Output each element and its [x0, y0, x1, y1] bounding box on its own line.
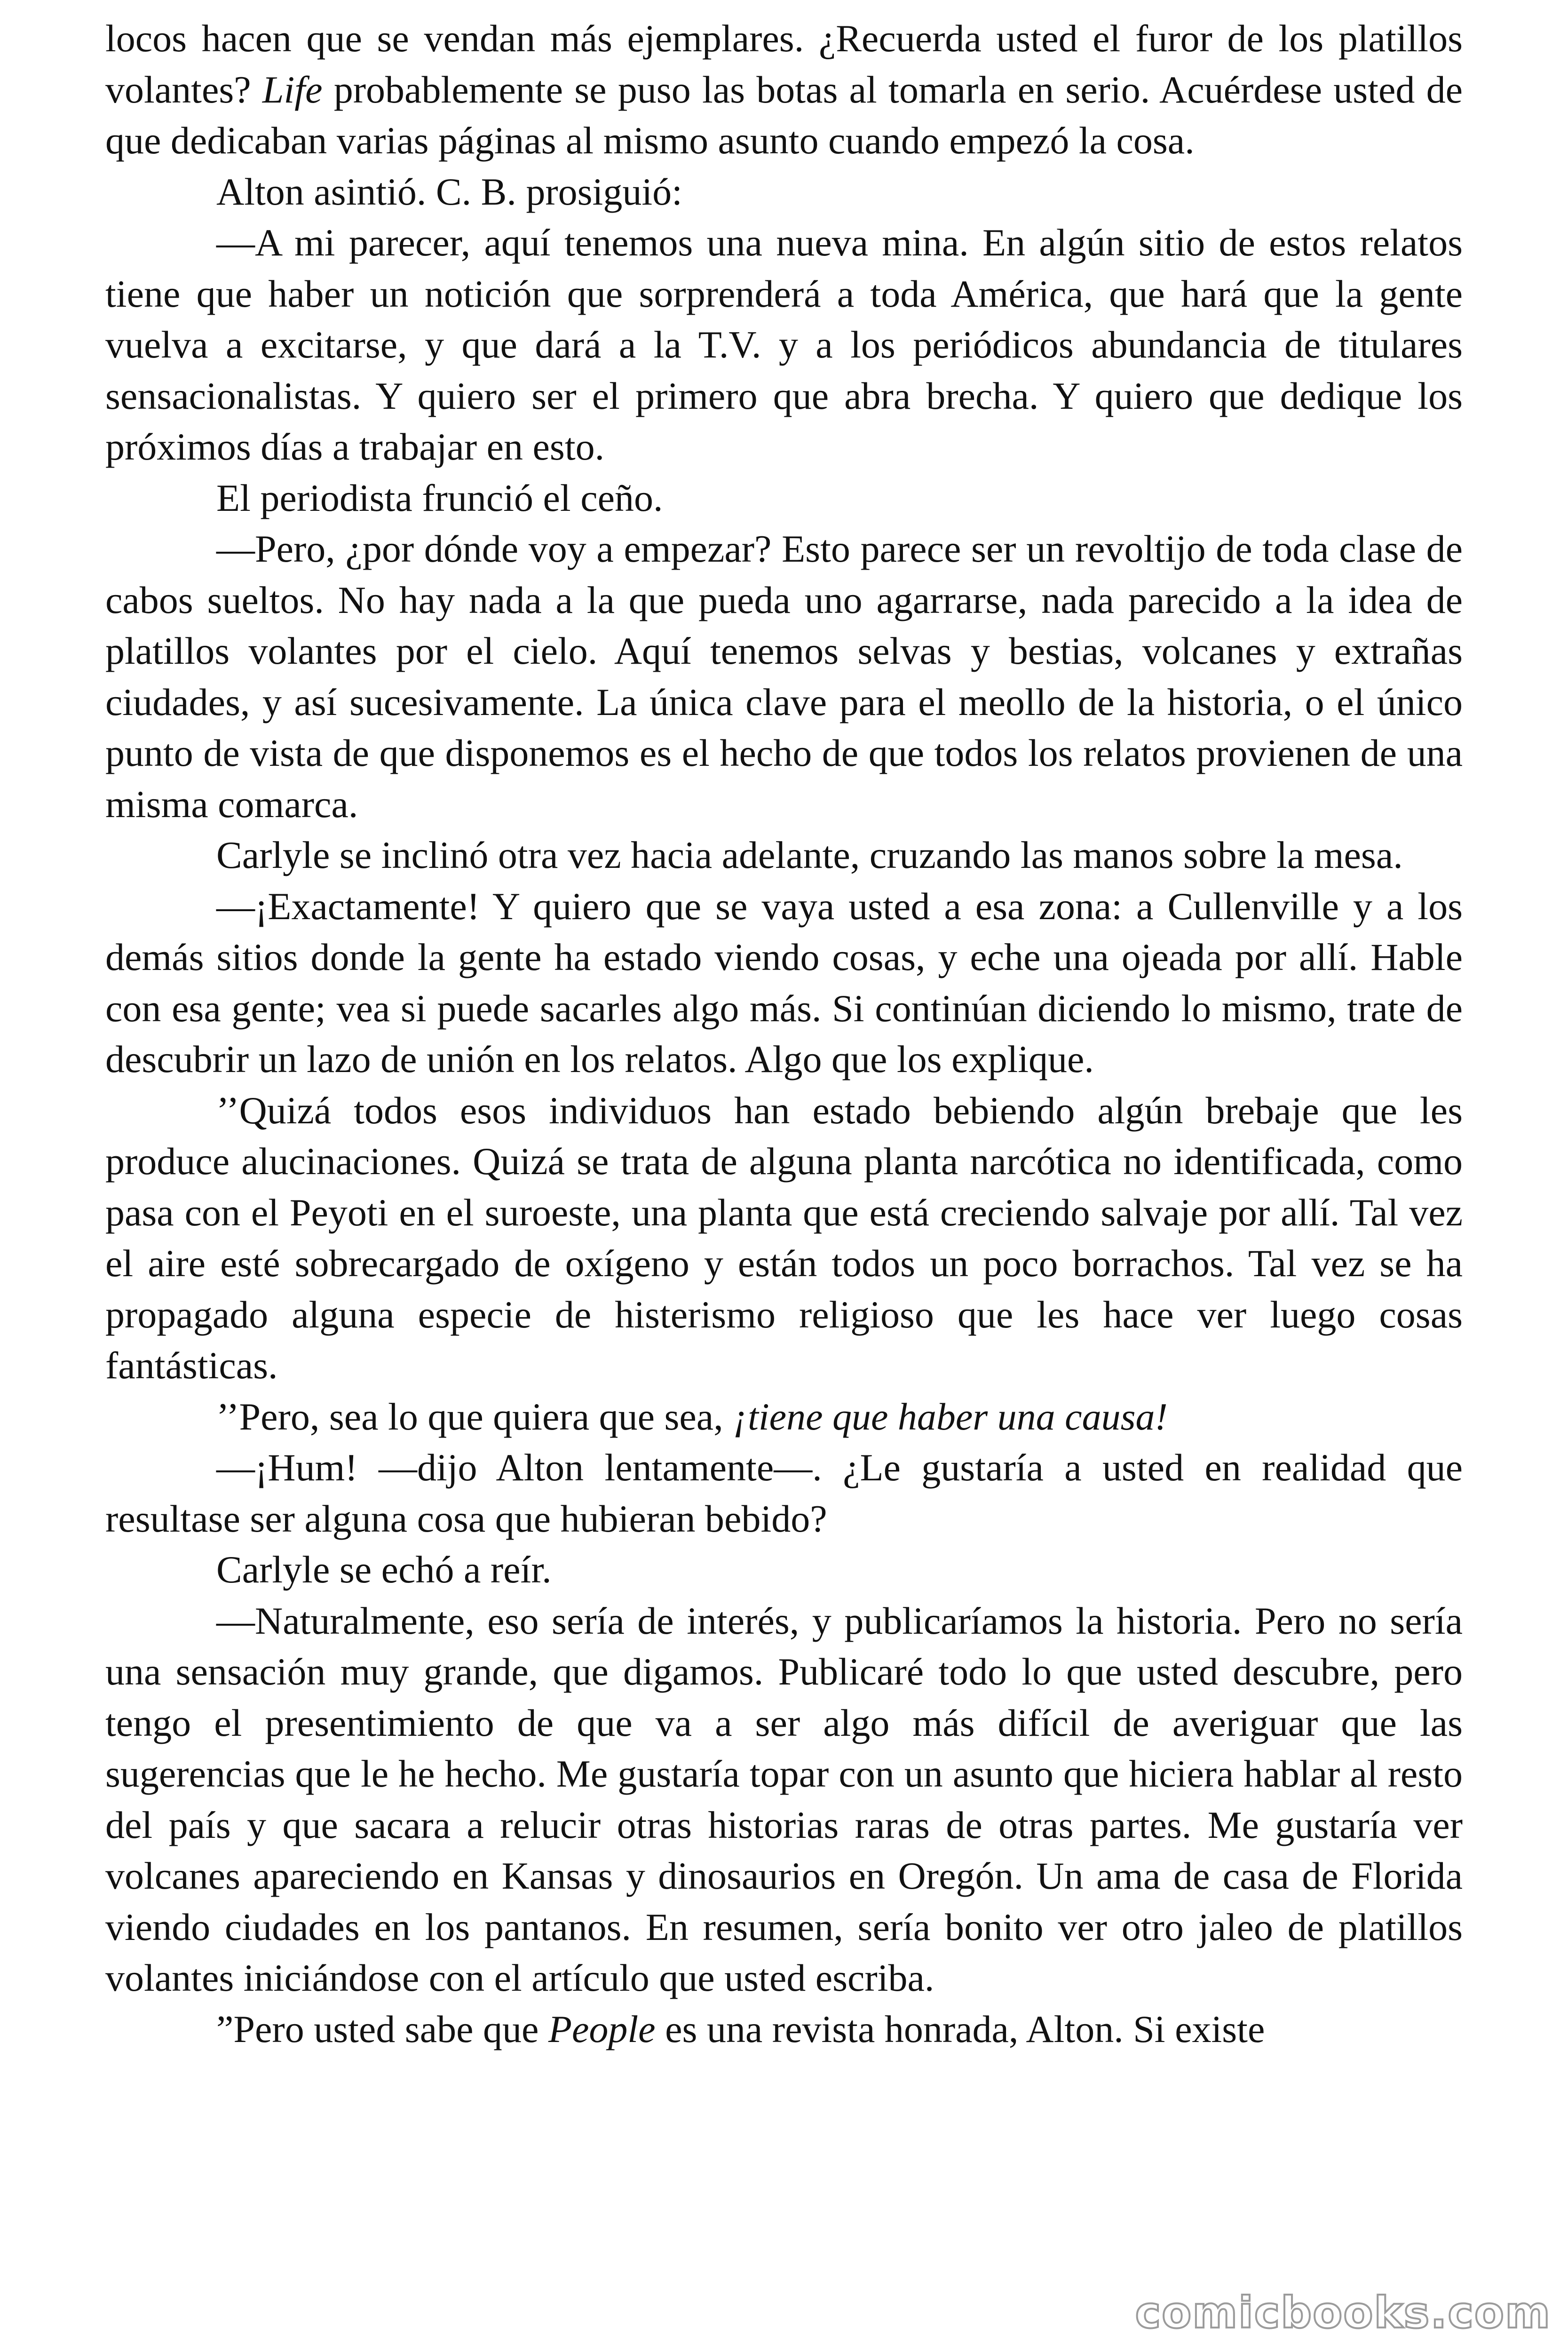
- paragraph-8: ’’Quizá todos esos individuos han estado bebiendo algún brebaje que les produce alucinaciones. Quizá se trata de alguna planta narcótica no identificada, como pasa con el Peyoti en el suroeste, una planta que está creciendo salvaje por allí. Tal vez el aire esté sobrecargado de oxígeno y están todos un poco borrachos. Tal vez se ha propagado alguna especie de histerismo religioso que les hace ver luego cosas fantásticas.: [105, 1089, 1463, 1387]
- italic-magazine-title: People: [548, 2007, 656, 2050]
- body-text: [105, 13, 1463, 2055]
- italic-emphasis: ¡tiene que haber una causa!: [733, 1395, 1168, 1438]
- paragraph-2: Alton asintió. C. B. prosiguió:: [216, 170, 682, 213]
- italic-magazine-title: Life: [262, 68, 323, 111]
- paragraph-7: —¡Exactamente! Y quiero que se vaya usted a esa zona: a Cullenville y a los demás sitios donde la gente ha estado viendo cosas, y eche una ojeada por allí. Hable con esa gente; vea si puede sacarles algo más. Si continúan diciendo lo mismo, trate de descubrir un lazo de unión en los relatos. Algo que los explique.: [105, 884, 1463, 1081]
- watermark-logo: comicbooks.com: [1135, 2288, 1551, 2338]
- paragraph-11: Carlyle se echó a reír.: [216, 1548, 552, 1591]
- paragraph-1: locos hacen que se vendan más ejemplares. ¿Recuerda usted el furor de los platillos volantes? Life probablemente se puso las botas al tomarla en serio. Acuérdese usted de que dedicaban varias páginas al mismo asunto cuando empezó la cosa.: [105, 17, 1463, 162]
- paragraph-6: Carlyle se inclinó otra vez hacia adelante, cruzando las manos sobre la mesa.: [216, 834, 1403, 876]
- paragraph-13: ”Pero usted sabe que People es una revista honrada, Alton. Si existe: [216, 2007, 1265, 2050]
- paragraph-12: —Naturalmente, eso sería de interés, y publicaríamos la historia. Pero no sería una sensación muy grande, que digamos. Publicaré todo lo que usted descubre, pero tengo el presentimiento de que va a ser algo más difícil de averiguar que las sugerencias que le he hecho. Me gustaría topar con un asunto que hiciera hablar al resto del país y que sacara a relucir otras historias raras de otras partes. Me gustaría ver volcanes apareciendo en Kansas y dinosaurios en Oregón. Un ama de casa de Florida viendo ciudades en los pantanos. En resumen, sería bonito ver otro jaleo de platillos volantes iniciándose con el artículo que usted escriba.: [105, 1599, 1463, 1999]
- paragraph-3: —A mi parecer, aquí tenemos una nueva mina. En algún sitio de estos relatos tiene que haber un notición que sorprenderá a toda América, que hará que la gente vuelva a excitarse, y que dará a la T.V. y a los periódicos abundancia de titulares sensacionalistas. Y quiero ser el primero que abra brecha. Y quiero que dedique los próximos días a trabajar en esto.: [105, 221, 1463, 468]
- paragraph-5: —Pero, ¿por dónde voy a empezar? Esto parece ser un revoltijo de toda clase de cabos sueltos. No hay nada a la que pueda uno agarrarse, nada parecido a la idea de platillos volantes por el cielo. Aquí tenemos selvas y bestias, volcanes y extrañas ciudades, y así sucesivamente. La única clave para el meollo de la historia, o el único punto de vista de que disponemos es el hecho de que todos los relatos provienen de una misma comarca.: [105, 527, 1463, 826]
- paragraph-10: —¡Hum! —dijo Alton lentamente—. ¿Le gustaría a usted en realidad que resultase ser alguna cosa que hubieran bebido?: [105, 1446, 1463, 1540]
- paragraph-4: El periodista frunció el ceño.: [216, 476, 663, 519]
- paragraph-9: ’’Pero, sea lo que quiera que sea, ¡tiene que haber una causa!: [216, 1395, 1168, 1438]
